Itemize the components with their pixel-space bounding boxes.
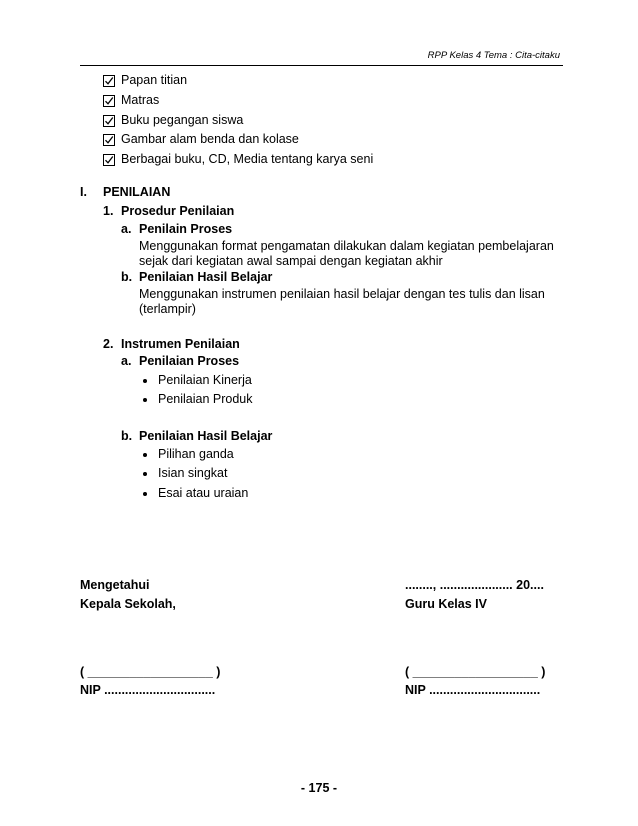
item-letter: a. — [121, 354, 132, 368]
subsection-title: Prosedur Penilaian — [121, 204, 235, 218]
signature-role: Guru Kelas IV — [405, 597, 487, 611]
bullet-item — [143, 373, 252, 388]
signature-caption: Mengetahui — [80, 578, 150, 592]
bullet-label: Isian singkat — [158, 466, 228, 480]
signature-name-blank: ( __________________ ) — [80, 665, 221, 679]
bullet-item — [143, 392, 253, 407]
section-title: PENILAIAN — [103, 185, 171, 199]
bullet-label: Pilihan ganda — [158, 447, 234, 461]
bullet-label: Penilaian Kinerja — [158, 373, 252, 387]
subsection-title: Instrumen Penilaian — [121, 337, 240, 351]
signature-date: ........, ..................... 20.... — [405, 578, 544, 592]
item-title: Penilaian Hasil Belajar — [139, 270, 273, 284]
item-title: Penilaian Proses — [139, 354, 240, 368]
item-letter: a. — [121, 222, 132, 236]
item-text: sejak dari kegiatan awal sampai dengan kegiatan akhir — [139, 254, 443, 268]
item-text: Menggunakan instrumen penilaian hasil belajar dengan tes tulis dan lisan — [139, 287, 545, 301]
running-header: RPP Kelas 4 Tema : Cita-citaku — [427, 50, 560, 61]
signature-nip: NIP ................................ — [405, 683, 541, 697]
bullet-label: Penilaian Produk — [158, 392, 253, 406]
signature-nip: NIP ................................ — [80, 683, 216, 697]
item-letter: b. — [121, 429, 133, 443]
checkbox-checked-icon — [103, 75, 115, 87]
signature-role: Kepala Sekolah, — [80, 597, 176, 611]
checkbox-checked-icon — [103, 134, 115, 146]
bullet-item — [143, 466, 227, 481]
bullet-item — [143, 486, 248, 501]
bullet-icon — [143, 472, 147, 476]
list-item-label: Gambar alam benda dan kolase — [121, 132, 299, 146]
list-item-label: Matras — [121, 93, 160, 107]
list-item — [103, 132, 299, 147]
bullet-icon — [143, 492, 147, 496]
list-item — [103, 113, 243, 128]
bullet-item — [143, 447, 234, 462]
list-item-label: Papan titian — [121, 73, 188, 87]
subsection-number: 2. — [103, 337, 114, 351]
list-item-label: Berbagai buku, CD, Media tentang karya seni — [121, 152, 374, 166]
bullet-icon — [143, 453, 147, 457]
header-rule — [80, 65, 563, 66]
item-letter: b. — [121, 270, 133, 284]
bullet-icon — [143, 379, 147, 383]
list-item — [103, 73, 187, 88]
subsection-number: 1. — [103, 204, 114, 218]
checkbox-checked-icon — [103, 154, 115, 166]
item-title: Penilain Proses — [139, 222, 233, 236]
item-text: (terlampir) — [139, 302, 196, 316]
bullet-label: Esai atau uraian — [158, 486, 249, 500]
list-item — [103, 93, 159, 108]
list-item-label: Buku pegangan siswa — [121, 113, 244, 127]
page-number: - 175 - — [300, 781, 338, 795]
section-numeral: I. — [80, 185, 87, 199]
item-text: Menggunakan format pengamatan dilakukan dalam kegiatan pembelajaran — [139, 239, 554, 253]
signature-name-blank: ( __________________ ) — [405, 665, 546, 679]
bullet-icon — [143, 398, 147, 402]
checkbox-checked-icon — [103, 95, 115, 107]
item-title: Penilaian Hasil Belajar — [139, 429, 273, 443]
list-item — [103, 152, 373, 167]
checkbox-checked-icon — [103, 115, 115, 127]
